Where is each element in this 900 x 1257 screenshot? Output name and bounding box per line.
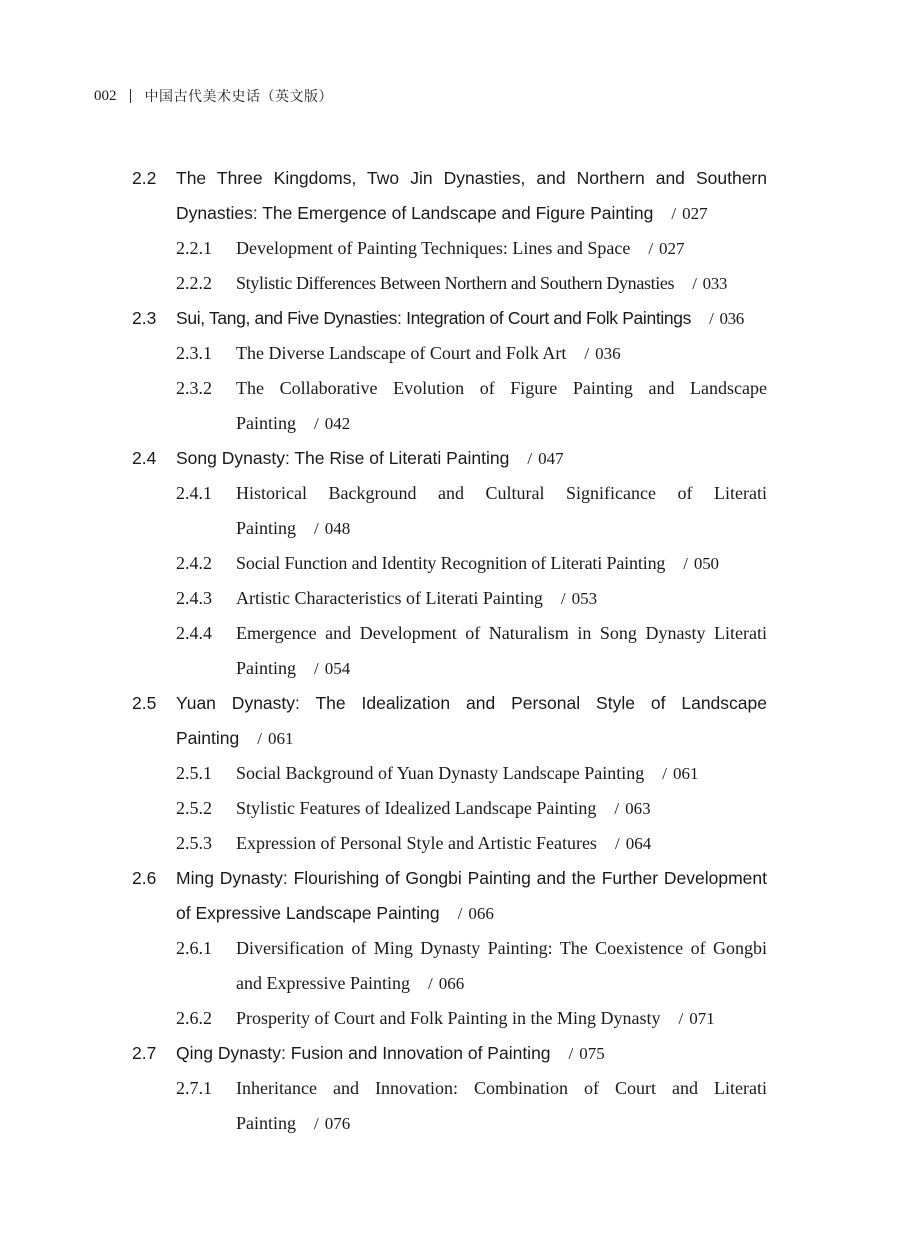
subsection-title: Social Function and Identity Recognition of Literati Painting — [236, 553, 666, 573]
page-separator: / — [427, 974, 433, 993]
page-separator: / — [678, 1009, 684, 1028]
subsection-number: 2.3.2 — [176, 378, 212, 398]
subsection-number: 2.6.2 — [176, 1008, 212, 1028]
page-ref: 066 — [438, 974, 465, 993]
toc-subsection-2-4-4[interactable] — [0, 616, 900, 686]
subsection-title: Social Background of Yuan Dynasty Landscape Painting — [236, 763, 645, 783]
page-separator: / — [314, 659, 319, 678]
toc-subsection-2-2-2[interactable] — [0, 266, 900, 301]
page-ref: 063 — [625, 799, 651, 818]
page-separator: / — [568, 1044, 574, 1063]
subsection-number: 2.4.4 — [176, 623, 212, 643]
section-number: 2.2 — [132, 168, 157, 188]
section-title: Song Dynasty: The Rise of Literati Painting — [176, 448, 510, 468]
page-separator: / — [614, 834, 620, 853]
page-ref: 027 — [659, 239, 685, 258]
toc-subsection-2-3-1[interactable] — [0, 336, 900, 371]
subsection-title: Expression of Personal Style and Artistic Features — [236, 833, 597, 853]
toc-subsection-2-4-1[interactable] — [0, 476, 900, 546]
page-separator: / — [314, 414, 319, 433]
page-separator: / — [614, 799, 620, 818]
page-separator: / — [560, 589, 566, 608]
subsection-number: 2.2.1 — [176, 238, 212, 258]
subsection-title: Artistic Characteristics of Literati Painting — [236, 588, 543, 608]
page-ref: 064 — [625, 834, 652, 853]
page-separator: / — [648, 239, 654, 258]
subsection-number: 2.4.2 — [176, 553, 212, 573]
page-separator: / — [314, 1114, 319, 1133]
subsection-title: Stylistic Differences Between Northern and Southern Dynasties — [236, 273, 675, 293]
toc-subsection-2-7-1[interactable] — [0, 1071, 900, 1141]
page-ref: 054 — [324, 659, 351, 678]
page-ref: 076 — [324, 1114, 351, 1133]
page-ref: 033 — [702, 274, 728, 293]
toc-subsection-2-3-2[interactable] — [0, 371, 900, 441]
subsection-title: Development of Painting Techniques: Lines and Space — [236, 238, 631, 258]
page-separator: / — [709, 309, 714, 328]
section-number: 2.6 — [132, 868, 157, 888]
page-separator: / — [683, 554, 688, 573]
toc-subsection-2-4-3[interactable] — [0, 581, 900, 616]
subsection-title: Prosperity of Court and Folk Painting in the Ming Dynasty — [236, 1008, 661, 1028]
subsection-number: 2.5.1 — [176, 763, 212, 783]
page-number: 002 — [94, 87, 117, 104]
toc-section-2-6[interactable] — [0, 861, 900, 931]
page-separator: / — [662, 764, 667, 783]
page-separator: / — [457, 904, 463, 923]
subsection-number: 2.7.1 — [176, 1078, 212, 1098]
subsection-title: Stylistic Features of Idealized Landscape Painting — [236, 798, 597, 818]
page-separator: / — [257, 729, 262, 748]
subsection-number: 2.6.1 — [176, 938, 212, 958]
page-separator: / — [692, 274, 697, 293]
section-title: Sui, Tang, and Five Dynasties: Integration of Court and Folk Paintings — [176, 308, 692, 328]
page-separator: / — [584, 344, 590, 363]
toc-section-2-2[interactable] — [0, 161, 900, 231]
page-separator: / — [527, 449, 533, 468]
subsection-number: 2.4.1 — [176, 483, 212, 503]
subsection-title: Emergence and Development of Naturalism in Song Dynasty Literati Painting — [236, 623, 767, 678]
subsection-title: Inheritance and Innovation: Combination of Court and Literati Painting — [236, 1078, 767, 1133]
subsection-number: 2.3.1 — [176, 343, 212, 363]
section-number: 2.5 — [132, 693, 157, 713]
subsection-number: 2.5.2 — [176, 798, 212, 818]
table-of-contents — [0, 161, 900, 1141]
page-ref: 071 — [689, 1009, 715, 1028]
toc-subsection-2-2-1[interactable] — [0, 231, 900, 266]
toc-section-2-3[interactable] — [0, 301, 900, 336]
section-number: 2.4 — [132, 448, 157, 468]
subsection-title: The Diverse Landscape of Court and Folk Art — [236, 343, 567, 363]
subsection-title: Historical Background and Cultural Significance of Literati Painting — [236, 483, 767, 538]
toc-section-2-5[interactable] — [0, 686, 900, 756]
toc-subsection-2-5-1[interactable] — [0, 756, 900, 791]
toc-subsection-2-5-3[interactable] — [0, 826, 900, 861]
toc-subsection-2-6-2[interactable] — [0, 1001, 900, 1036]
subsection-title: Diversification of Ming Dynasty Painting: The Coexistence of Gongbi and Expressive Painting — [236, 938, 767, 993]
page-ref: 066 — [468, 904, 494, 923]
toc-section-2-7[interactable] — [0, 1036, 900, 1071]
page-ref: 050 — [693, 554, 719, 573]
page-ref: 075 — [579, 1044, 605, 1063]
page-ref: 061 — [672, 764, 699, 783]
page-ref: 027 — [682, 204, 708, 223]
section-title: Yuan Dynasty: The Idealization and Personal Style of Landscape Painting — [176, 693, 767, 748]
page-separator: / — [314, 519, 319, 538]
toc-subsection-2-5-2[interactable] — [0, 791, 900, 826]
page-ref: 036 — [719, 309, 744, 328]
section-number: 2.7 — [132, 1043, 157, 1063]
section-title: Qing Dynasty: Fusion and Innovation of Painting — [176, 1043, 551, 1063]
page-ref: 053 — [571, 589, 598, 608]
section-title: The Three Kingdoms, Two Jin Dynasties, and Northern and Southern Dynasties: The Emergence of Landscape and Figure Painting — [176, 168, 767, 223]
book-title: 中国古代美术史话（英文版） — [144, 89, 333, 105]
toc-subsection-2-4-2[interactable] — [0, 546, 900, 581]
header-divider — [130, 89, 131, 103]
section-number: 2.3 — [132, 308, 157, 328]
subsection-number: 2.5.3 — [176, 833, 212, 853]
subsection-title: The Collaborative Evolution of Figure Painting and Landscape Painting — [236, 378, 767, 433]
page-ref: 042 — [324, 414, 351, 433]
toc-section-2-4[interactable] — [0, 441, 900, 476]
page-separator: / — [671, 204, 677, 223]
subsection-number: 2.2.2 — [176, 273, 212, 293]
page-ref: 036 — [595, 344, 621, 363]
toc-subsection-2-6-1[interactable] — [0, 931, 900, 1001]
subsection-number: 2.4.3 — [176, 588, 212, 608]
page-ref: 048 — [324, 519, 351, 538]
page-ref: 061 — [267, 729, 294, 748]
section-title: Ming Dynasty: Flourishing of Gongbi Painting and the Further Development of Expressive Landscape Painting — [176, 868, 767, 923]
page-ref: 047 — [538, 449, 564, 468]
running-head — [94, 84, 333, 108]
